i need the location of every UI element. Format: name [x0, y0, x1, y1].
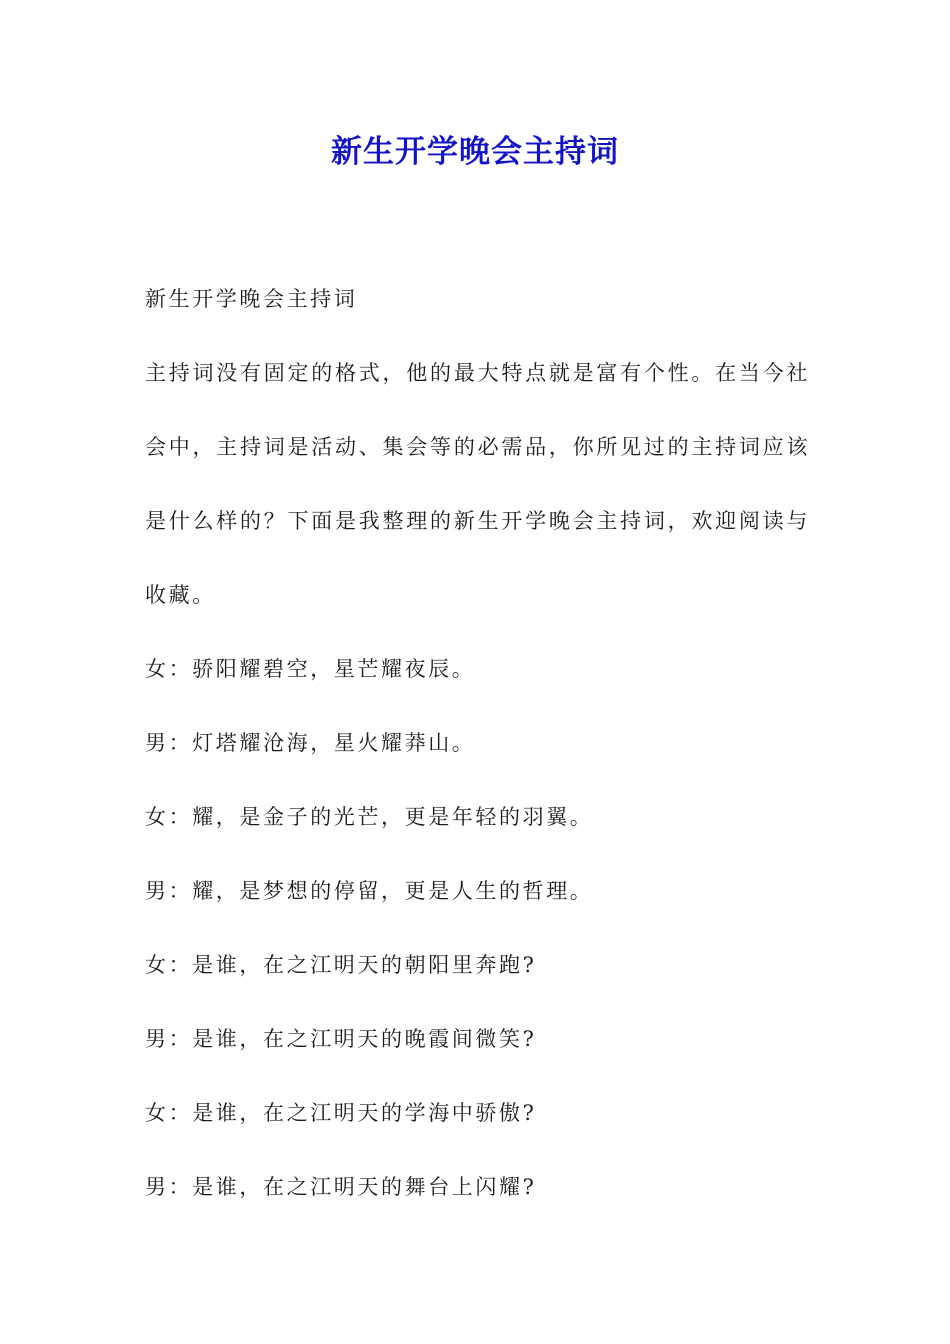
dialogue-line-7: 女：是谁，在之江明天的学海中骄傲? [145, 1101, 537, 1125]
section-heading: 新生开学晚会主持词 [145, 287, 358, 311]
dialogue-line-4: 男：耀，是梦想的停留，更是人生的哲理。 [145, 879, 594, 903]
dialogue-line-1: 女：骄阳耀碧空，星芒耀夜辰。 [145, 657, 476, 681]
dialogue-line-5: 女：是谁，在之江明天的朝阳里奔跑? [145, 953, 537, 977]
dialogue-line-3: 女：耀，是金子的光芒，更是年轻的羽翼。 [145, 805, 594, 829]
document-body [145, 262, 810, 1224]
dialogue-line-6: 男：是谁，在之江明天的晚霞间微笑? [145, 1027, 537, 1051]
dialogue-line-8: 男：是谁，在之江明天的舞台上闪耀? [145, 1175, 537, 1199]
intro-paragraph: 主持词没有固定的格式，他的最大特点就是富有个性。在当今社会中，主持词是活动、集会等的必需品，你所见过的主持词应该是什么样的？下面是我整理的新生开学晚会主持词，欢迎阅读与收藏。 [145, 361, 810, 607]
document-title: 新生开学晚会主持词 [331, 134, 619, 170]
dialogue-line-2: 男：灯塔耀沧海，星火耀莽山。 [145, 731, 476, 755]
